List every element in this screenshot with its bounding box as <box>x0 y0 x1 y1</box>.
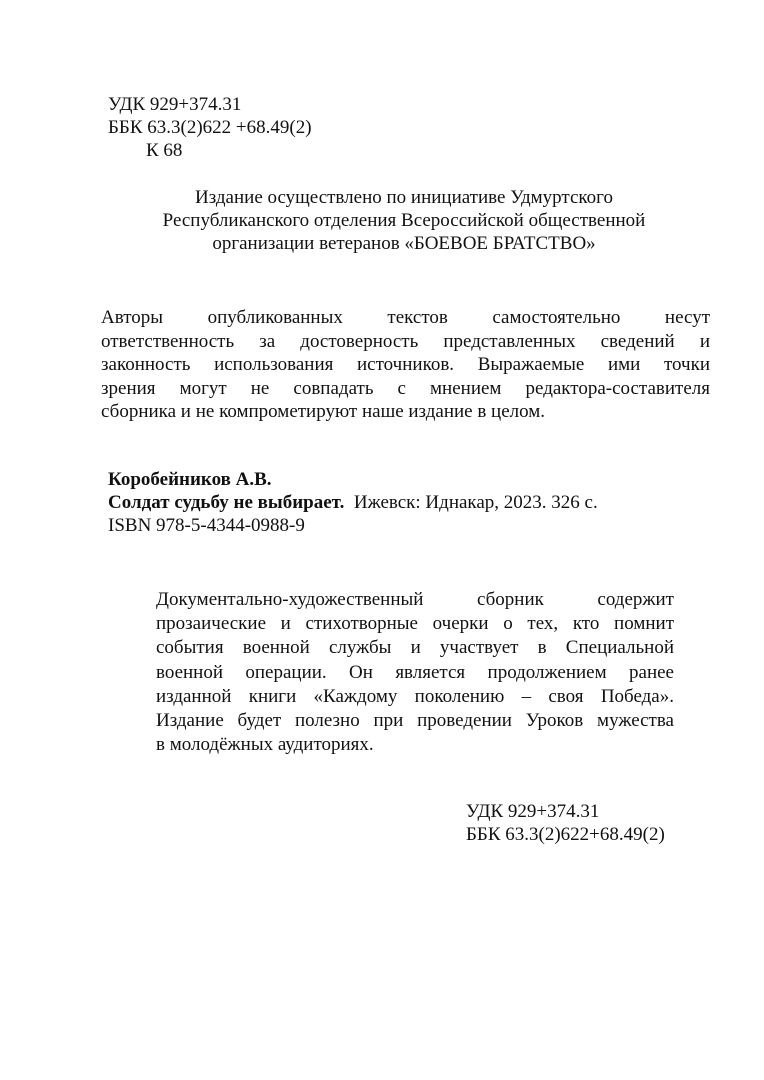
initiative-line: Издание осуществлено по инициативе Удмуртского <box>195 187 613 208</box>
disclaimer-line: сборника и не компрометируют наше издание в целом. <box>101 401 546 423</box>
bbk-code: ББК 63.3(2)622 +68.49(2) <box>108 117 312 138</box>
annotation-line: военной операции. Он является продолжением ранее <box>156 661 674 683</box>
annotation-paragraph <box>156 588 674 757</box>
disclaimer-line: ответственность за достоверность представленных сведений и <box>101 330 710 352</box>
disclaimer-line: зрения могут не совпадать с мнением редактора-составителя <box>101 377 710 399</box>
initiative-note <box>130 186 678 255</box>
initiative-line: Республиканского отделения Всероссийской общественной <box>162 210 646 231</box>
imprint: Ижевск: Иднакар, 2023. 326 с. <box>353 492 598 513</box>
bbk-code: ББК 63.3(2)622+68.49(2) <box>466 824 665 845</box>
annotation-line: Издание будет полезно при проведении Уроков мужества <box>156 709 674 731</box>
annotation-line: Документально-художественный сборник содержит <box>156 589 674 610</box>
disclaimer-line: Авторы опубликованных текстов самостоятельно несут <box>101 307 710 328</box>
udk-code: УДК 929+374.31 <box>466 801 600 822</box>
classification-block-top <box>108 93 312 162</box>
book-title: Солдат судьбу не выбирает. <box>108 492 345 513</box>
disclaimer-line: законность использования источников. Выражаемые ими точки <box>101 354 710 376</box>
initiative-line: организации ветеранов «БОЕВОЕ БРАТСТВО» <box>212 233 596 254</box>
classification-block-bottom <box>466 800 665 846</box>
annotation-line: события военной службы и участвует в Специальной <box>156 637 674 659</box>
title-imprint-line <box>108 491 598 514</box>
author-mark: К 68 <box>146 140 183 161</box>
bibliographic-record <box>108 468 598 537</box>
author-name-text: Коробейников А.В. <box>108 469 272 490</box>
annotation-line: в молодёжных аудиториях. <box>156 734 374 756</box>
disclaimer-paragraph <box>101 306 710 424</box>
author-name <box>108 468 598 491</box>
annotation-line: прозаические и стихотворные очерки о тех, кто помнит <box>156 613 674 635</box>
udk-code: УДК 929+374.31 <box>108 94 242 115</box>
annotation-line: изданной книги «Каждому поколению – своя Победа». <box>156 685 674 707</box>
isbn: ISBN 978-5-4344-0988-9 <box>108 515 305 536</box>
